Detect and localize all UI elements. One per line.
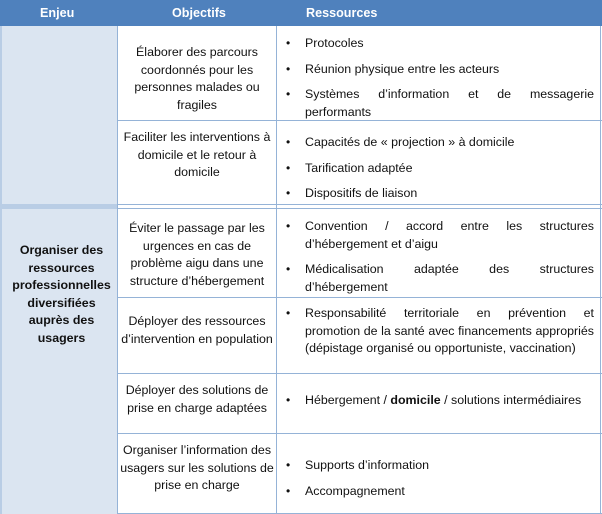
table-right-border [600,26,601,514]
row-divider [117,433,602,434]
objectif-cell: Éviter le passage par les urgences en cas de problème aigu dans une structure d’hébergement [129,221,265,288]
ressource-item: • Médicalisation adaptée des structures d’hébergement [285,261,594,296]
ressource-item: • Capacités de « projection » à domicile [285,134,594,152]
ressource-item: • Systèmes d’information et de messagerie performants [285,86,594,121]
header-ressources: Ressources [306,6,378,20]
table-header [0,0,602,26]
ressource-item: • Responsabilité territoriale en prévention et promotion de la santé avec financements appropriés (dépistage organisé ou opportuniste, vaccination) [285,305,594,358]
ressource-item: • Supports d’information [285,457,594,475]
objectif-cell: Organiser l’information des usagers sur les solutions de prise en charge [120,443,274,492]
enjeu-label: Organiser des ressources professionnelles diversifiées auprès des usagers [12,243,111,345]
objectif-cell: Faciliter les interventions à domicile et le retour à domicile [123,130,271,179]
ressources-list [285,457,594,508]
objectif-cell: Déployer des solutions de prise en charge adaptées [125,383,269,415]
ressource-text-bold: domicile [390,393,441,407]
enjeu-cell-1 [0,26,117,204]
ressources-list [285,218,594,304]
header-objectifs: Objectifs [172,6,226,20]
ressource-text: Hébergement / [305,393,391,407]
ressource-item: • Convention / accord entre les structures d’hébergement et d’aigu [285,218,594,253]
ressource-item [285,392,594,410]
ressources-list [285,305,594,366]
enjeu-cell-2 [0,209,117,514]
ressource-item: • Accompagnement [285,483,594,501]
ressource-text: / solutions intermédiaires [440,393,582,407]
row-divider [117,373,602,374]
ressource-item: • Dispositifs de liaison [285,185,594,203]
column-divider [276,26,277,514]
objectif-cell: Déployer des ressources d’intervention en population [121,314,273,346]
header-enjeu: Enjeu [40,6,75,20]
ressource-item: • Réunion physique entre les acteurs [285,61,594,79]
objectif-cell: Élaborer des parcours coordonnés pour les personnes malades ou fragiles [134,45,260,112]
ressources-list [285,392,594,418]
ressources-list [285,35,594,129]
ressources-list [285,134,594,211]
ressource-item: • Protocoles [285,35,594,53]
ressource-item: • Tarification adaptée [285,160,594,178]
